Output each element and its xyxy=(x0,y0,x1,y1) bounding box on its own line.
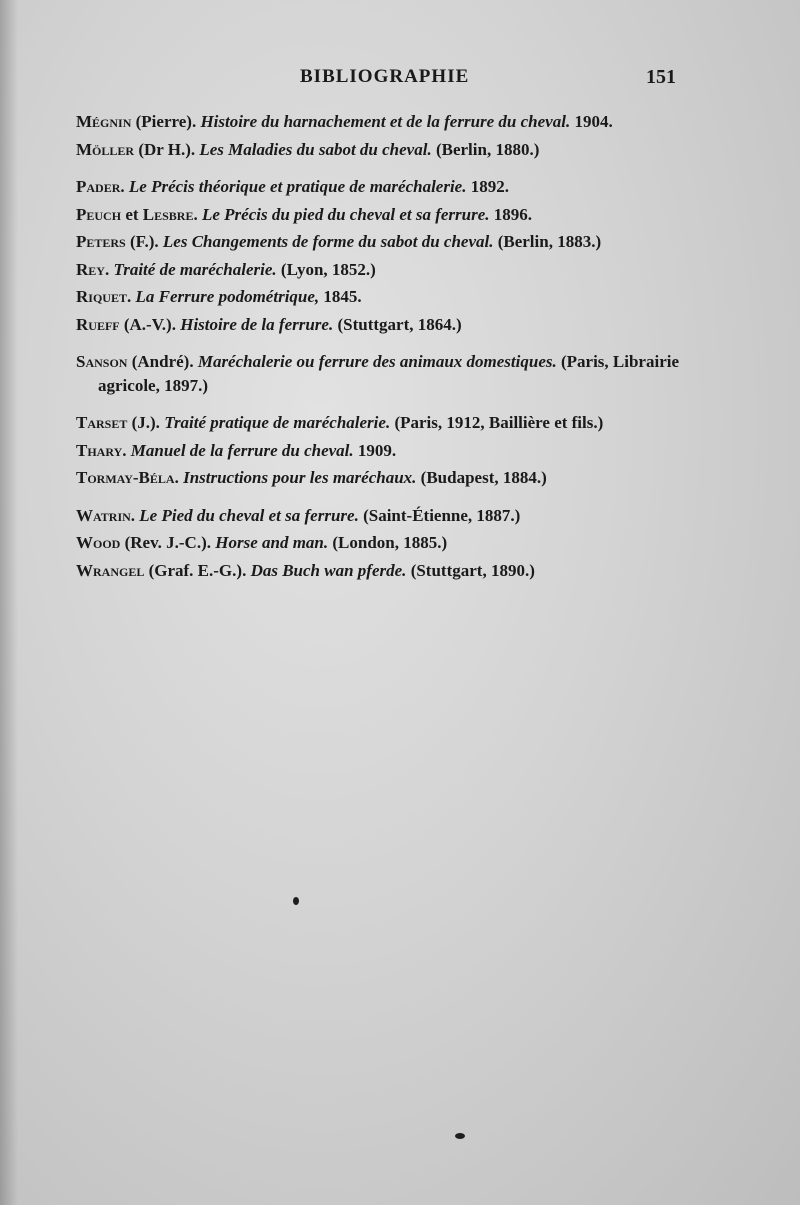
entry-publication: 1892. xyxy=(466,177,509,196)
entry-separator: (J.). xyxy=(127,413,165,432)
entry-title: Maréchalerie ou ferrure des animaux domestiques. xyxy=(197,352,557,371)
entry-author: Tarset xyxy=(76,413,128,432)
entry-separator: . xyxy=(126,287,136,306)
entry-title: Das Buch wan pferde. xyxy=(250,560,407,580)
entry-publication: (Paris, 1912, Baillière et fils.) xyxy=(390,413,604,432)
bibliography-entry xyxy=(76,411,688,435)
entry-title: Le Précis du pied du cheval et sa ferrure. xyxy=(201,204,490,224)
bibliography-entry xyxy=(76,138,688,162)
page-number: 151 xyxy=(646,66,676,88)
bibliography-list xyxy=(76,110,688,596)
entry-separator: (Pierre). xyxy=(131,112,201,131)
entry-author: Rey xyxy=(76,259,105,279)
bibliography-entry xyxy=(76,175,688,199)
ink-speck xyxy=(293,897,299,905)
bibliography-group xyxy=(76,504,688,583)
entry-author: Sanson xyxy=(76,352,128,371)
entry-separator: (Dr H.). xyxy=(134,139,200,159)
entry-publication: (Saint-Étienne, 1887.) xyxy=(358,505,521,525)
entry-author: Lesbre xyxy=(142,204,194,224)
page-edge-shadow xyxy=(0,0,18,1205)
entry-separator: (A.-V.). xyxy=(119,314,181,334)
bibliography-group xyxy=(76,110,688,161)
entry-author: Thary xyxy=(76,440,123,460)
entry-title: Histoire du harnachement et de la ferrure du cheval. xyxy=(200,112,571,131)
entry-separator: (Graf. E.-G.). xyxy=(144,560,251,580)
entry-publication: (Berlin, 1880.) xyxy=(431,139,540,159)
entry-author: Wood xyxy=(76,533,121,552)
entry-title: Les Maladies du sabot du cheval. xyxy=(199,139,432,159)
entry-publication: (Lyon, 1852.) xyxy=(276,259,376,279)
bibliography-group xyxy=(76,350,688,397)
entry-separator: (F.). xyxy=(125,232,163,251)
entry-separator: . xyxy=(174,468,184,487)
entry-title: Traité de maréchalerie. xyxy=(113,259,277,279)
entry-publication: 1845. xyxy=(319,287,362,306)
entry-publication: 1896. xyxy=(489,204,533,224)
entry-title: Le Précis théorique et pratique de maréchalerie. xyxy=(128,177,467,196)
entry-title: Histoire de la ferrure. xyxy=(180,314,334,334)
entry-publication: (Paris, Librairie agricole, 1897.) xyxy=(98,352,680,395)
bibliography-entry xyxy=(76,350,688,397)
entry-author: Möller xyxy=(76,139,135,159)
bibliography-entry xyxy=(76,531,688,555)
bibliography-entry xyxy=(76,439,688,463)
running-title: BIBLIOGRAPHIE xyxy=(300,66,470,87)
entry-author: Watrin xyxy=(76,505,131,525)
bibliography-entry xyxy=(76,230,688,254)
entry-separator: (Rev. J.-C.). xyxy=(120,533,216,552)
entry-publication: (Stuttgart, 1864.) xyxy=(333,314,462,334)
entry-author: Riquet xyxy=(76,287,127,306)
bibliography-entry xyxy=(76,285,688,309)
bibliography-entry xyxy=(76,203,688,227)
ink-speck xyxy=(455,1133,465,1139)
entry-separator: (André). xyxy=(127,352,198,371)
bibliography-entry xyxy=(76,258,688,282)
bibliography-entry xyxy=(76,313,688,337)
entry-author: Rueff xyxy=(76,314,120,334)
bibliography-group xyxy=(76,411,688,490)
entry-separator: . xyxy=(130,505,140,525)
entry-author: Peters xyxy=(76,232,126,251)
entry-title: Manuel de la ferrure du cheval. xyxy=(130,440,354,460)
entry-separator: . xyxy=(193,204,202,224)
entry-author: Wrangel xyxy=(76,560,145,580)
entry-title: Instructions pour les maréchaux. xyxy=(183,468,417,487)
bibliography-entry xyxy=(76,559,688,583)
bibliography-entry xyxy=(76,110,688,134)
entry-separator: . xyxy=(122,440,131,460)
entry-title: Les Changements de forme du sabot du cheval. xyxy=(162,232,494,251)
bibliography-entry xyxy=(76,466,688,490)
entry-publication: (Stuttgart, 1890.) xyxy=(406,560,535,580)
entry-title: Traité pratique de maréchalerie. xyxy=(164,413,391,432)
entry-separator: et xyxy=(121,204,143,224)
bibliography-group xyxy=(76,175,688,336)
entry-title: La Ferrure podométrique, xyxy=(135,287,320,306)
entry-publication: (London, 1885.) xyxy=(328,533,448,552)
entry-publication: 1909. xyxy=(353,440,397,460)
entry-publication: (Budapest, 1884.) xyxy=(416,468,547,487)
entry-author: Peuch xyxy=(76,204,122,224)
entry-author: Tormay-Béla xyxy=(76,468,175,487)
entry-author: Mégnin xyxy=(76,112,132,131)
page-header xyxy=(0,66,800,92)
bibliography-entry xyxy=(76,504,688,528)
entry-publication: 1904. xyxy=(570,112,613,131)
entry-separator: . xyxy=(120,177,129,196)
entry-title: Horse and man. xyxy=(215,533,329,552)
entry-separator: . xyxy=(104,259,114,279)
entry-author: Pader xyxy=(76,177,121,196)
entry-publication: (Berlin, 1883.) xyxy=(493,232,602,251)
entry-title: Le Pied du cheval et sa ferrure. xyxy=(139,505,359,525)
